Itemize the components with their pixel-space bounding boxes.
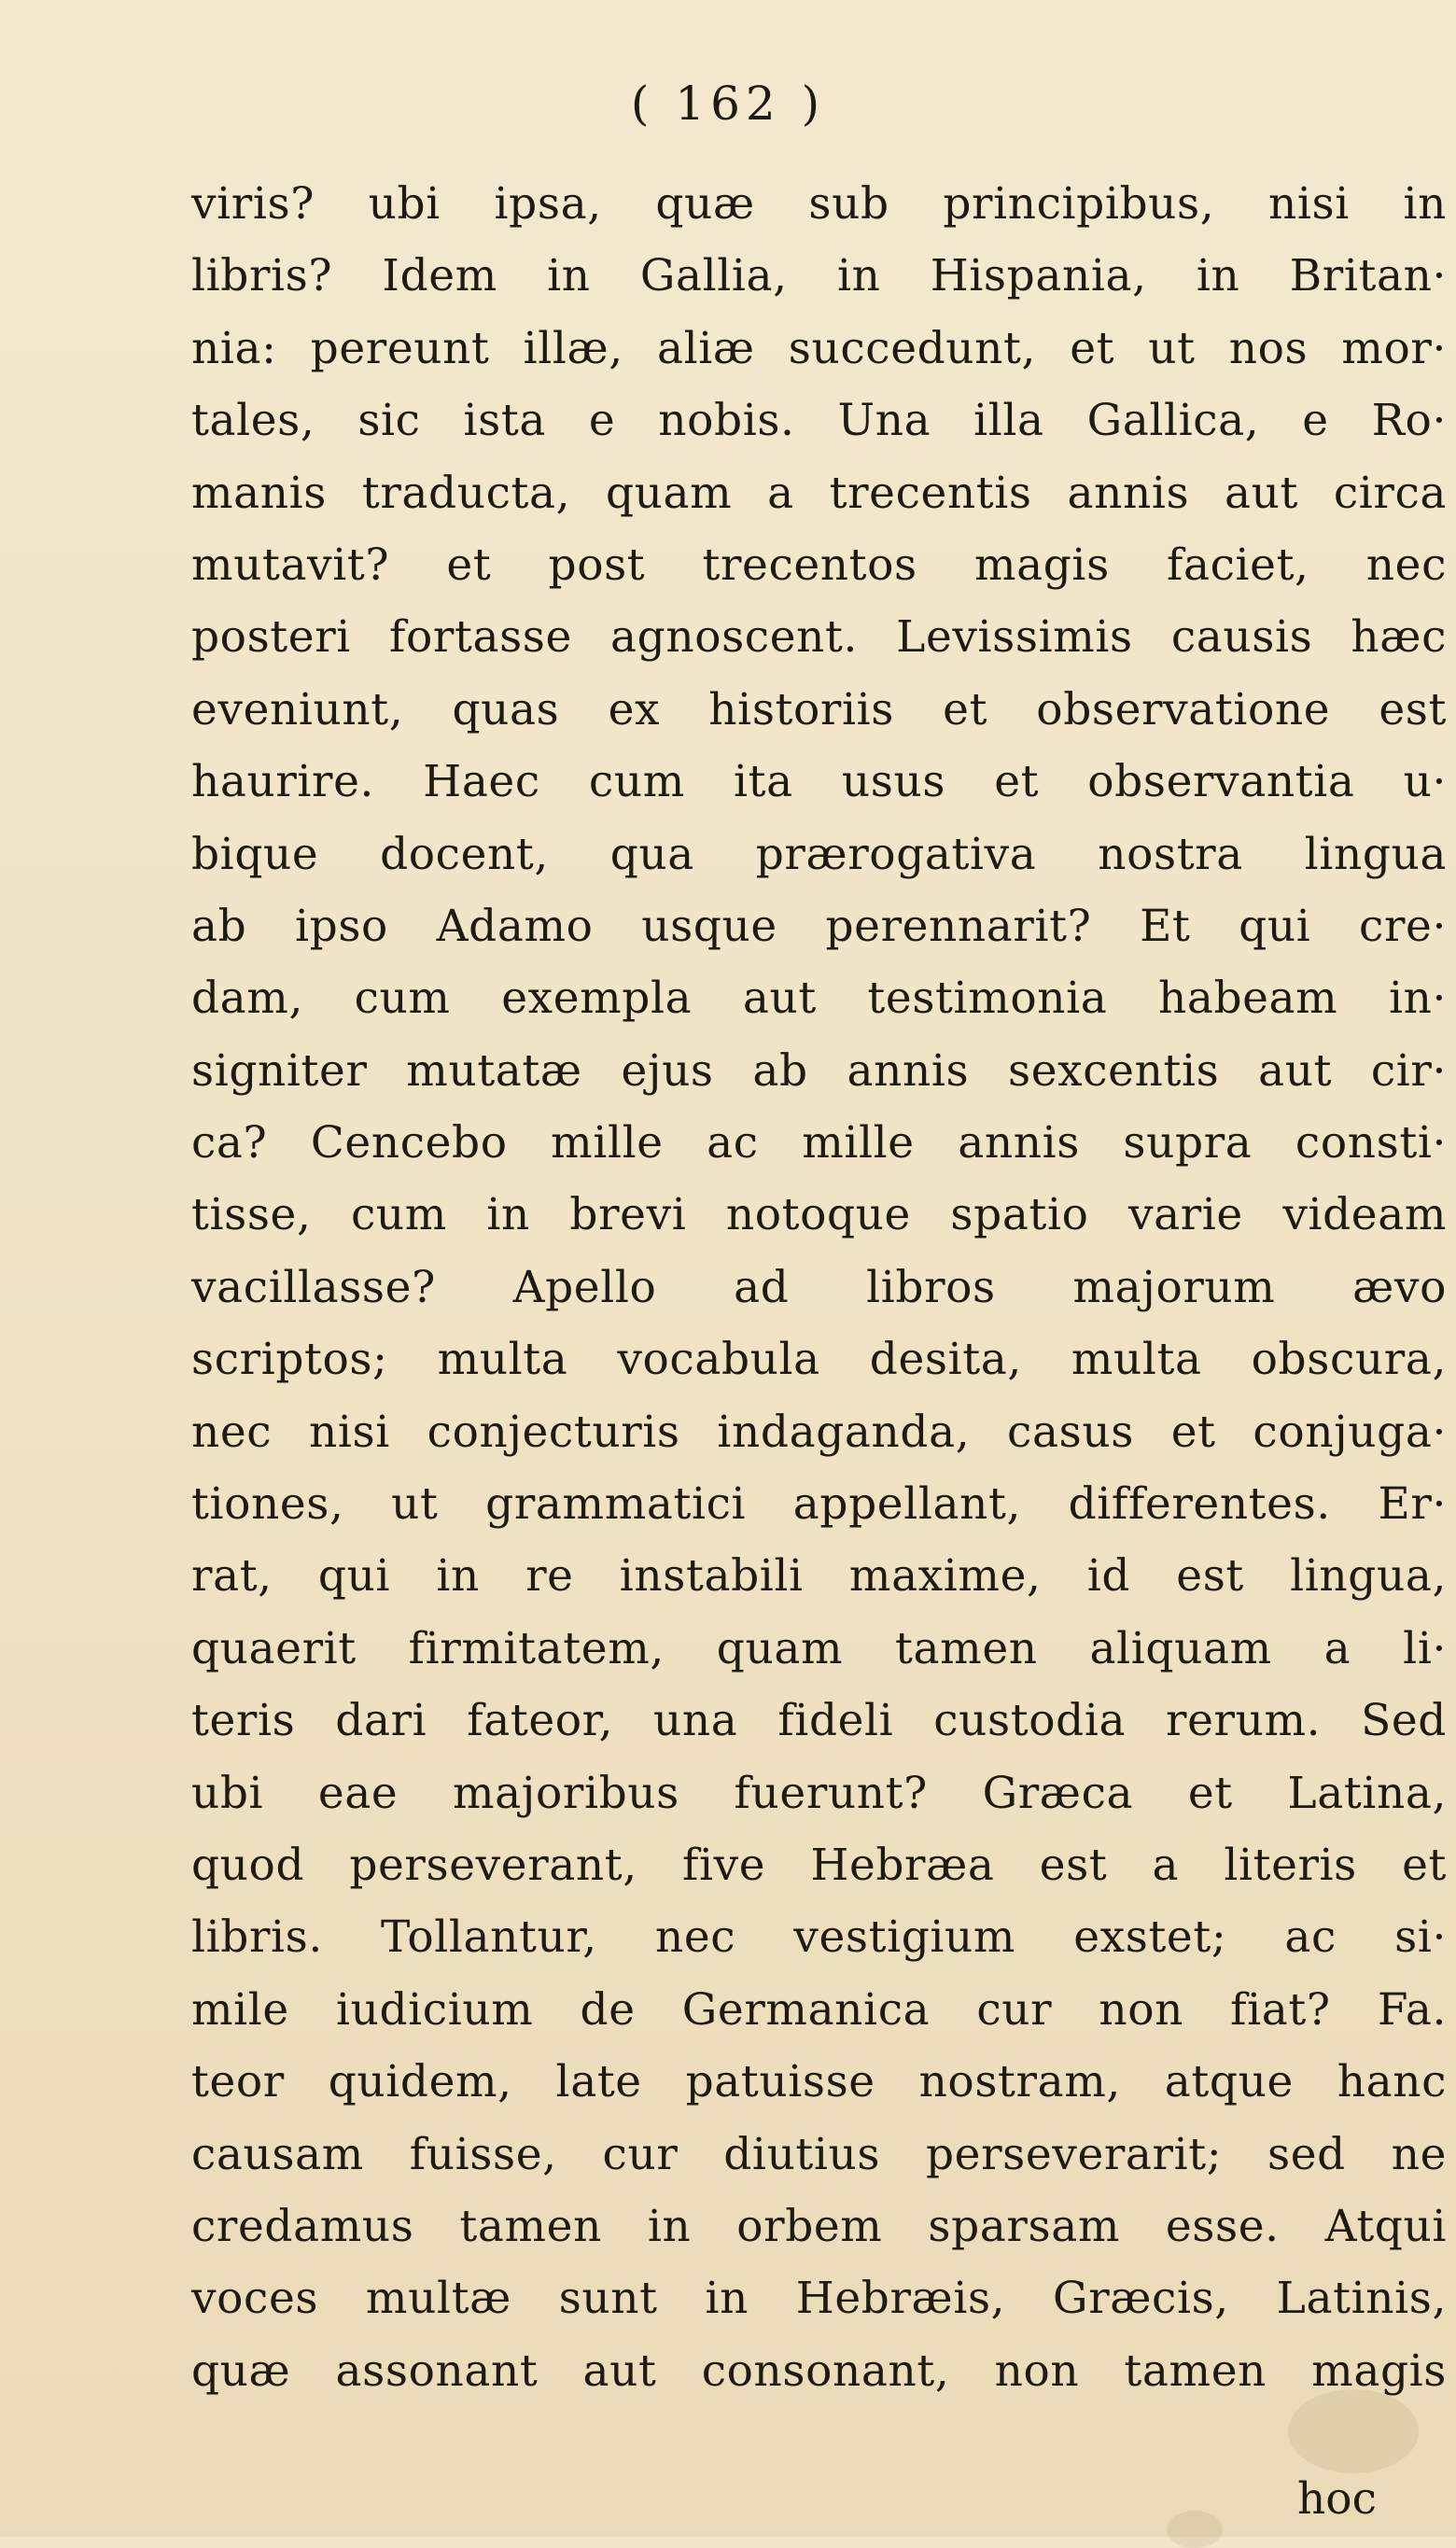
text-line: voces multæ sunt in Hebræis, Græcis, Latinis, [191, 2273, 1447, 2325]
text-line: mile iudicium de Germanica cur non fiat? Fa. [191, 1983, 1447, 2036]
paper-stain [1167, 2511, 1223, 2548]
text-line: scriptos; multa vocabula desita, multa obscura, [191, 1334, 1447, 1386]
text-line: ab ipso Adamo usque perennarit? Et qui cre· [191, 900, 1447, 952]
catchword: hoc [1297, 2473, 1377, 2525]
text-line: signiter mutatæ ejus ab annis sexcentis aut cir· [191, 1044, 1447, 1097]
text-line: ca? Cencebo mille ac mille annis supra consti· [191, 1117, 1447, 1169]
text-line: vacillasse? Apello ad libros majorum ævo [191, 1261, 1447, 1313]
page-number: ( 162 ) [630, 77, 826, 131]
text-line: tiones, ut grammatici appellant, differentes. Er· [191, 1478, 1447, 1531]
text-line: manis traducta, quam a trecentis annis aut circa [191, 467, 1447, 519]
text-line: libris. Tollantur, nec vestigium exstet; ac si· [191, 1911, 1447, 1964]
text-line: nec nisi conjecturis indaganda, casus et conjuga· [191, 1406, 1447, 1458]
text-line: teor quidem, late patuisse nostram, atque hanc [191, 2056, 1447, 2108]
text-line: quæ assonant aut consonant, non tamen magis [191, 2345, 1447, 2397]
text-line: tales, sic ista e nobis. Una illa Gallica, e Ro· [191, 395, 1447, 447]
text-line: eveniunt, quas ex historiis et observatione est [191, 683, 1447, 735]
text-line: credamus tamen in orbem sparsam esse. Atqui [191, 2200, 1447, 2252]
text-line: mutavit? et post trecentos magis faciet, nec [191, 539, 1447, 591]
text-line: causam fuisse, cur diutius perseverarit; sed ne [191, 2128, 1447, 2180]
text-line: bique docent, qua prærogativa nostra lingua [191, 828, 1447, 880]
text-line: quaerit firmitatem, quam tamen aliquam a li· [191, 1622, 1447, 1674]
text-line: libris? Idem in Gallia, in Hispania, in Britan· [191, 250, 1447, 302]
body-text [191, 168, 1447, 2407]
text-line: quod perseverant, five Hebræa est a literis et [191, 1839, 1447, 1891]
text-line: posteri fortasse agnoscent. Levissimis causis hæc [191, 611, 1447, 664]
text-line: tisse, cum in brevi notoque spatio varie videam [191, 1189, 1447, 1241]
text-line: nia: pereunt illæ, aliæ succedunt, et ut nos mor· [191, 322, 1447, 374]
text-line: teris dari fateor, una fideli custodia rerum. Sed [191, 1695, 1447, 1747]
text-line: rat, qui in re instabili maxime, id est lingua, [191, 1550, 1447, 1603]
text-line: viris? ubi ipsa, quæ sub principibus, nisi in [191, 178, 1447, 230]
text-line: dam, cum exempla aut testimonia habeam in· [191, 973, 1447, 1025]
text-line: haurire. Haec cum ita usus et observantia u· [191, 756, 1447, 808]
text-line: ubi eae majoribus fuerunt? Græca et Latina, [191, 1767, 1447, 1819]
